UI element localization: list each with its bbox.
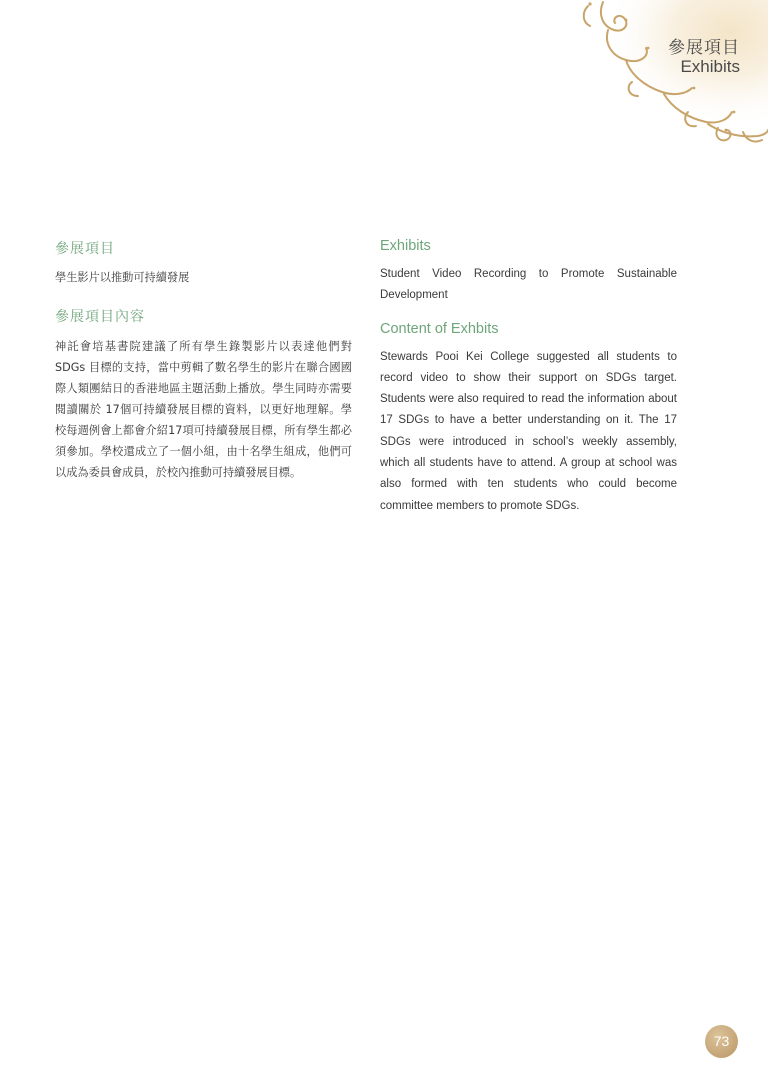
page-number-badge: 73 bbox=[705, 1025, 738, 1058]
content-heading-zh: 參展項目內容 bbox=[55, 309, 145, 325]
content-heading-en: Content of Exhbits bbox=[380, 320, 499, 337]
section-title-en: Exhibits bbox=[680, 56, 740, 76]
section-title-zh: 參展項目 bbox=[668, 38, 740, 58]
english-column bbox=[380, 238, 677, 517]
exhibit-title-en: Student Video Recording to Promote Sustainable Development bbox=[380, 268, 677, 302]
exhibit-heading-zh: 參展項目 bbox=[55, 241, 115, 257]
exhibit-heading-en: Exhibits bbox=[380, 238, 431, 254]
exhibit-title-zh: 學生影片以推動可持續發展 bbox=[55, 271, 190, 284]
header-ornament bbox=[568, 0, 768, 150]
chinese-column bbox=[55, 238, 352, 483]
section-tab bbox=[668, 40, 740, 76]
content-body-en: Stewards Pooi Kei College suggested all students to record video to show their support on SDGs target. Students were also required to read the information about 17 SDGs to have a better understanding on it. The 17 SDGs were introduced in school’s weekly assembly, which all students have to attend. A group at school was also formed with ten students who could become committee members to promote SDGs. bbox=[380, 350, 677, 512]
content-body-zh: 神託會培基書院建議了所有學生錄製影片以表達他們對 SDGs 目標的支持，當中剪輯了數名學生的影片在聯合國國際人類團結日的香港地區主題活動上播放。學生同時亦需要閱讀關於 17個可持續發展目標的資料，以更好地理解。學校每週例會上都會介紹17項可持續發展目標，所有學生都必須參加。學校還成立了一個小組，由十名學生組成，他們可以成為委員會成員，於校內推動可持續發展目標。 bbox=[55, 340, 352, 479]
